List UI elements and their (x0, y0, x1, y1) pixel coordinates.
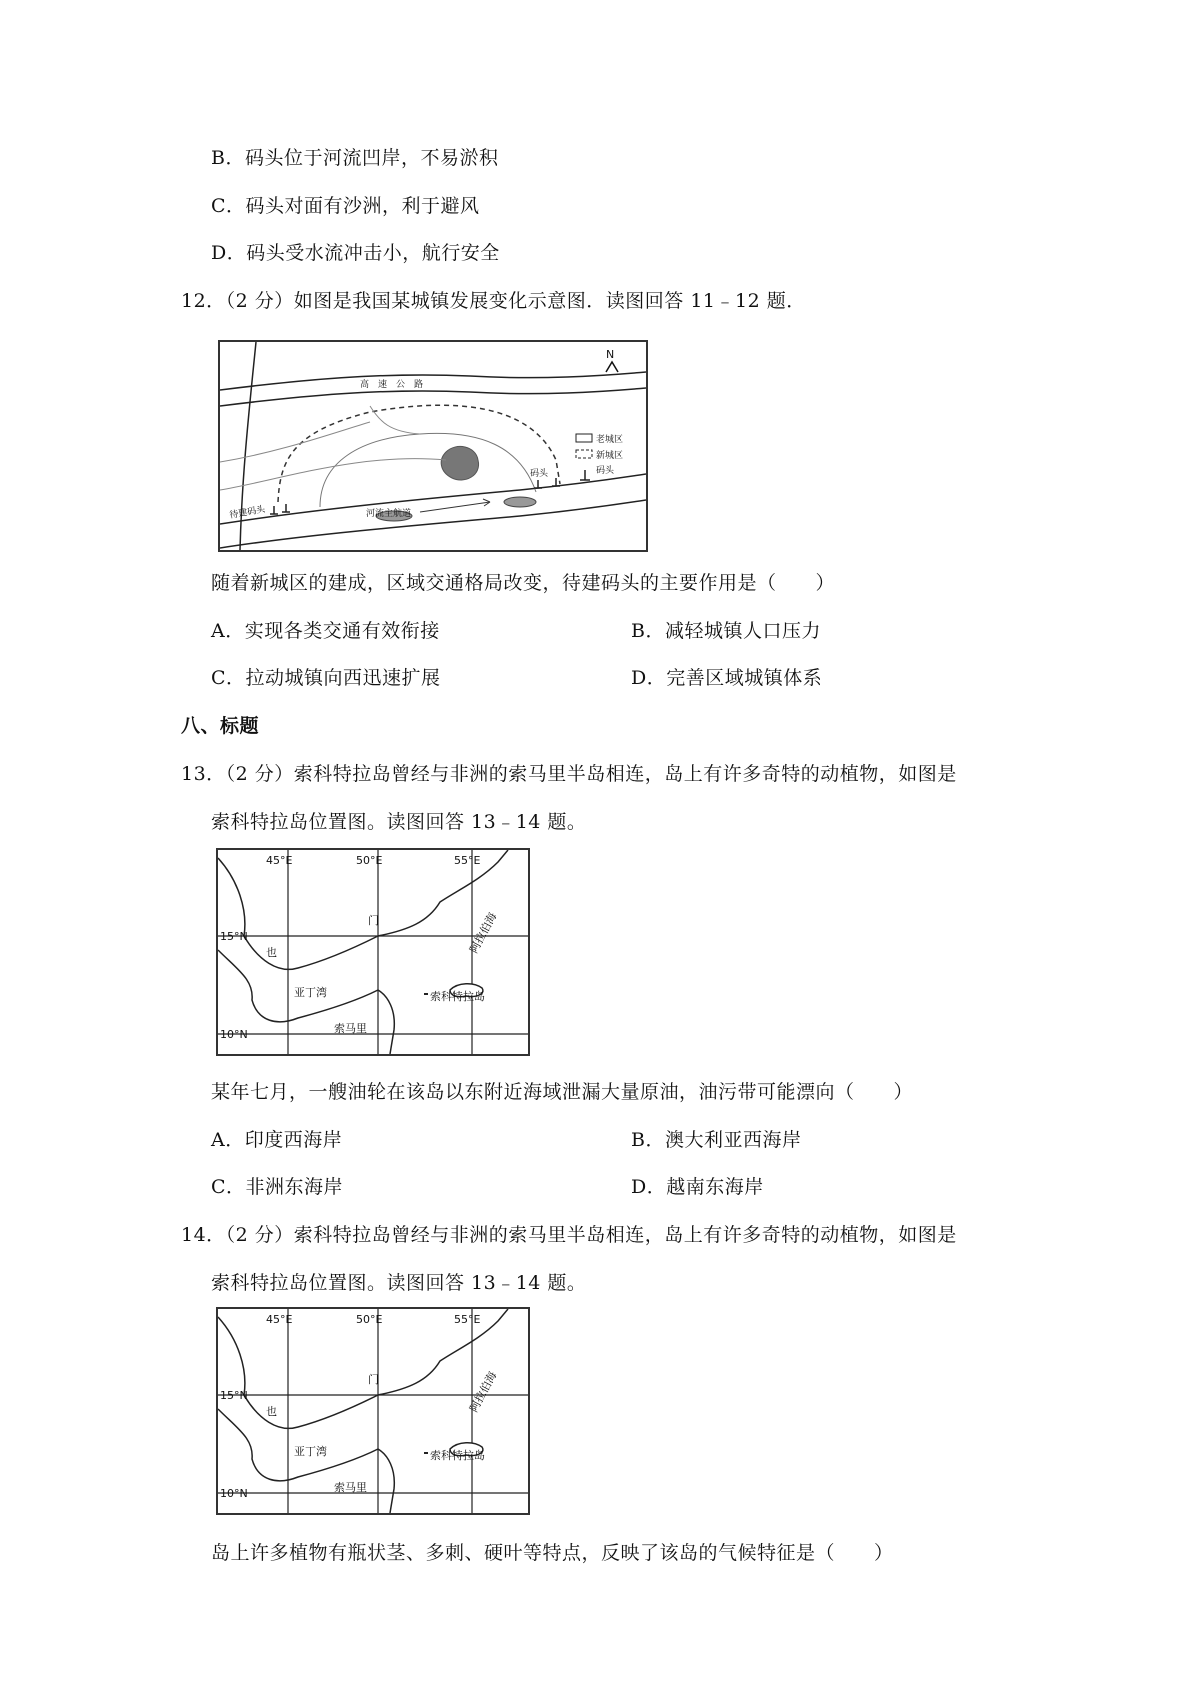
gulf-of-aden-label: 亚丁湾 (294, 1445, 327, 1458)
q12-option-c: C．拉动城镇向西迅速扩展 (211, 667, 441, 689)
lat-10-label: 10°N (220, 1028, 248, 1041)
lon-45-label: 45°E (266, 1313, 293, 1326)
legend-new-town: 新城区 (596, 451, 624, 461)
yemen-label-a: 门 (368, 1373, 379, 1386)
town-map-svg (220, 342, 646, 550)
q11-option-c: C．码头对面有沙洲，利于避风 (211, 195, 480, 217)
somalia-label: 索马里 (334, 1481, 367, 1494)
lon-55-label: 55°E (454, 854, 481, 867)
q12-question: 随着新城区的建成，区域交通格局改变，待建码头的主要作用是（ ） (211, 572, 836, 594)
main-channel-label: 河流主航道 (366, 509, 412, 519)
q13-stem-line2: 索科特拉岛位置图。读图回答 13﹣14 题。 (211, 811, 587, 833)
socotra-map-q13-svg (218, 850, 528, 1054)
q13-option-b: B．澳大利亚西海岸 (631, 1129, 802, 1151)
lat-15-label: 15°N (220, 930, 248, 943)
q12-stem: 12．（2 分）如图是我国某城镇发展变化示意图．读图回答 11﹣12 题． (181, 290, 806, 312)
yemen-label-b: 也 (266, 1405, 277, 1418)
lon-55-label: 55°E (454, 1313, 481, 1326)
socotra-label: 索科特拉岛 (430, 1449, 485, 1462)
legend-old-town: 老城区 (596, 435, 624, 445)
q13-option-c: C．非洲东海岸 (211, 1176, 344, 1198)
q11-option-d: D．码头受水流冲击小，航行安全 (211, 242, 500, 264)
socotra-map-q14 (216, 1307, 530, 1515)
q14-stem-line1: 14．（2 分）索科特拉岛曾经与非洲的索马里半岛相连，岛上有许多奇特的动植物，如图是 (181, 1224, 957, 1246)
north-label: N (606, 348, 615, 361)
q12-option-a: A．实现各类交通有效衔接 (211, 620, 440, 642)
yemen-label-b: 也 (266, 946, 277, 959)
lon-50-label: 50°E (356, 1313, 383, 1326)
q11-option-b: B．码头位于河流凹岸，不易淤积 (211, 147, 499, 169)
q13-stem-line1: 13．（2 分）索科特拉岛曾经与非洲的索马里半岛相连，岛上有许多奇特的动植物，如图是 (181, 763, 957, 785)
socotra-label: 索科特拉岛 (430, 990, 485, 1003)
q12-option-d: D．完善区域城镇体系 (631, 667, 823, 689)
q13-option-a: A．印度西海岸 (211, 1129, 343, 1151)
socotra-map-q14-svg (218, 1309, 528, 1513)
q13-question: 某年七月，一艘油轮在该岛以东附近海域泄漏大量原油，油污带可能漂向（ ） (211, 1081, 914, 1103)
highway-label: 高 速 公 路 (360, 380, 424, 390)
lon-45-label: 45°E (266, 854, 293, 867)
gulf-of-aden-label: 亚丁湾 (294, 986, 327, 999)
section-heading: 八、标题 (181, 715, 260, 737)
lat-10-label: 10°N (220, 1487, 248, 1500)
arabian-sea-label: 阿拉伯海 (467, 1369, 500, 1415)
planned-dock-label: 待建码头 (228, 504, 266, 521)
town-development-map (218, 340, 648, 552)
socotra-map-q13 (216, 848, 530, 1056)
q13-option-d: D．越南东海岸 (631, 1176, 764, 1198)
lon-50-label: 50°E (356, 854, 383, 867)
q14-question: 岛上许多植物有瓶状茎、多刺、硬叶等特点，反映了该岛的气候特征是（ ） (211, 1542, 894, 1564)
dock-label: 码头 (530, 469, 549, 479)
somalia-label: 索马里 (334, 1022, 367, 1035)
lat-15-label: 15°N (220, 1389, 248, 1402)
arabian-sea-label: 阿拉伯海 (467, 910, 500, 956)
q12-option-b: B．减轻城镇人口压力 (631, 620, 821, 642)
legend-dock: 码头 (596, 466, 615, 476)
yemen-label-a: 门 (368, 914, 379, 927)
q14-stem-line2: 索科特拉岛位置图。读图回答 13﹣14 题。 (211, 1272, 587, 1294)
